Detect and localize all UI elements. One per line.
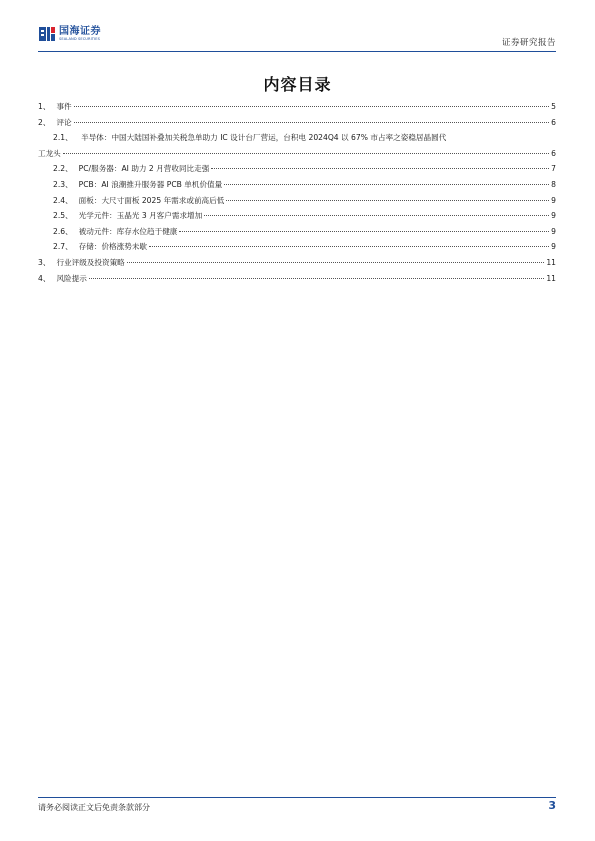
toc-page-number: 9 <box>551 242 556 252</box>
toc-number: 2.7、 <box>53 242 73 252</box>
toc-leader <box>74 122 550 123</box>
toc-number: 4、 <box>38 273 51 283</box>
footer-disclaimer: 请务必阅读正文后免责条款部分 <box>38 803 150 812</box>
toc-entry-2-2[interactable] <box>38 161 556 177</box>
toc-leader <box>179 231 549 232</box>
toc-label: 存储：价格涨势未歇 <box>78 242 148 252</box>
toc-number: 2.2、 <box>53 164 73 174</box>
toc-number: 2、 <box>38 117 51 127</box>
footer-page-number: 3 <box>548 799 556 812</box>
toc-page-number: 8 <box>551 179 556 189</box>
toc-entry-3[interactable] <box>38 255 556 271</box>
toc-page-number: 9 <box>551 211 556 221</box>
toc-entry-1[interactable] <box>38 99 556 115</box>
toc-entry-2-1[interactable] <box>38 130 556 161</box>
toc-page-number: 9 <box>551 226 556 236</box>
toc-label: 风险提示 <box>56 273 87 283</box>
header-divider <box>38 51 556 52</box>
toc-title: 内容目录 <box>263 75 332 94</box>
toc-label: 面板：大尺寸面板 2025 年需求或前高后低 <box>78 195 225 205</box>
company-logo <box>38 22 101 46</box>
toc-leader <box>89 278 545 279</box>
logo-chinese-name: 国海证券 <box>59 26 101 37</box>
toc-label: 半导体：中国大陆国补叠加关税急单助力 IC 设计台厂营运，台积电 2024Q4 以 67% 市占率之姿稳居晶圆代 <box>81 133 447 143</box>
toc-leader <box>127 262 545 263</box>
table-of-contents <box>38 99 556 286</box>
toc-page-number: 5 <box>551 102 556 111</box>
toc-entry-2-7[interactable] <box>38 239 556 255</box>
toc-page-number: 11 <box>546 257 556 267</box>
toc-entry-2-4[interactable] <box>38 193 556 209</box>
toc-label: 事件 <box>56 102 72 111</box>
toc-label: 行业评级及投资策略 <box>56 257 125 267</box>
toc-label: 被动元件：库存水位趋于健康 <box>78 226 178 236</box>
toc-label: 评论 <box>56 117 72 127</box>
toc-number: 2.6、 <box>53 226 73 236</box>
toc-page-number: 11 <box>546 273 556 283</box>
toc-entry-4[interactable] <box>38 271 556 287</box>
toc-label-continued: 工龙头 <box>38 148 61 158</box>
page-header <box>38 22 556 48</box>
toc-leader <box>149 246 549 247</box>
toc-leader <box>211 168 549 169</box>
logo-mark-icon <box>38 25 56 43</box>
toc-entry-2-6[interactable] <box>38 224 556 240</box>
toc-page-number: 9 <box>551 195 556 205</box>
toc-number: 3、 <box>38 257 51 267</box>
toc-page-number: 6 <box>551 148 556 158</box>
toc-page-number: 7 <box>551 164 556 174</box>
toc-number: 2.3、 <box>53 179 73 189</box>
toc-number: 1、 <box>38 102 51 111</box>
toc-page-number: 6 <box>551 117 556 127</box>
toc-label: PC/服务器：AI 助力 2 月营收同比走强 <box>78 164 210 174</box>
toc-leader <box>204 215 549 216</box>
toc-entry-2-5[interactable] <box>38 208 556 224</box>
logo-english-name: SEALAND SECURITIES <box>59 37 101 41</box>
toc-label: PCB：AI 浪潮推升服务器 PCB 单机价值量 <box>78 179 223 189</box>
toc-entry-2-3[interactable] <box>38 177 556 193</box>
footer-divider <box>38 797 556 798</box>
toc-leader <box>226 200 549 201</box>
toc-entry-2[interactable] <box>38 115 556 131</box>
toc-leader <box>224 184 549 185</box>
toc-leader <box>63 153 549 154</box>
toc-number: 2.4、 <box>53 195 73 205</box>
toc-leader <box>74 106 550 107</box>
toc-label: 光学元件：玉晶光 3 月客户需求增加 <box>78 211 203 221</box>
toc-number: 2.5、 <box>53 211 73 221</box>
toc-number: 2.1、 <box>53 133 73 143</box>
report-type-label: 证券研究报告 <box>501 38 556 48</box>
